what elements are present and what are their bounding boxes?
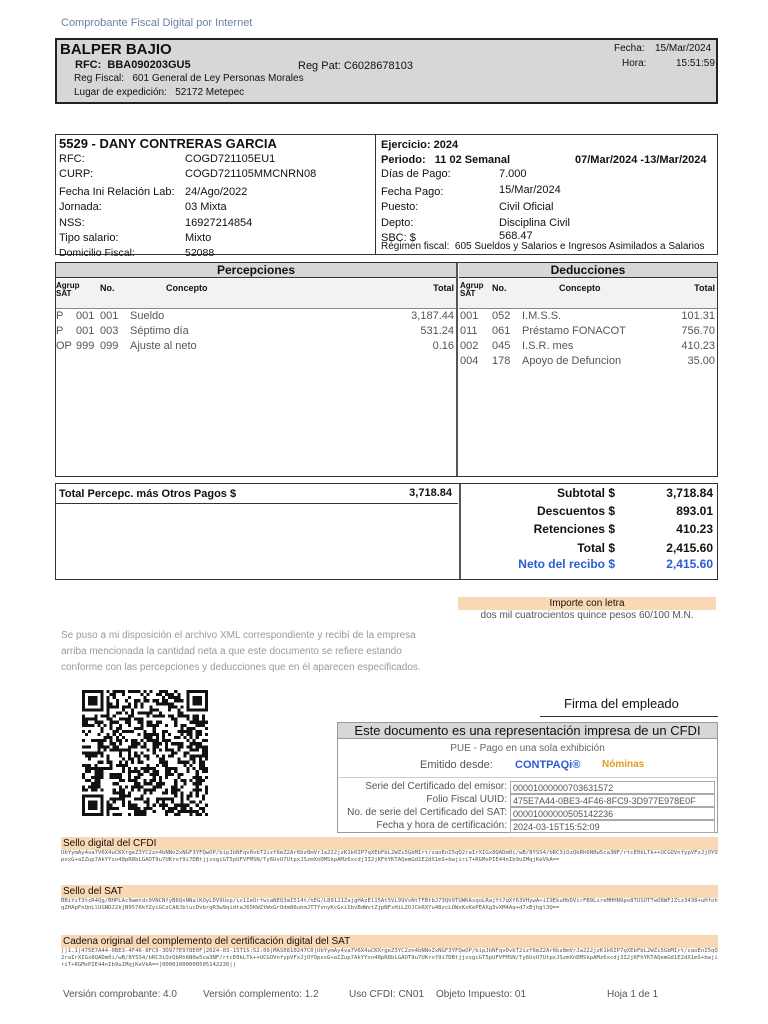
row-total: 531.24: [420, 325, 454, 337]
importe-text: dos mil cuatrocientos quince pesos 60/100 M.N.: [480, 610, 694, 621]
row-no: 045: [492, 340, 511, 352]
table-row: [459, 309, 717, 324]
footer-objeto: Objeto Impuesto: 01: [436, 989, 527, 1000]
contpaqi-logo: CONTPAQi®: [515, 759, 581, 771]
col-total: Total: [433, 283, 454, 293]
col-concepto: Concepto: [559, 283, 601, 293]
row-total: 756.70: [681, 325, 715, 337]
fecha-label: Fecha:: [614, 43, 645, 54]
row-no: 178: [492, 355, 511, 367]
hora-value: 15:51:59: [676, 58, 715, 69]
firma-line: [540, 716, 718, 717]
cadena-text: ||1.1|475E7A44-0BE3-4F46-8FC9-3D977E978E0F|2024-03-15T15:52:09|MAS0810247C0|UbYymAy4va7V6X4uCKXrgeZ3YC2zn4bNNoZxNGF3YFQwOP/bipJbNFqv0vbT2izf6mZ2Ar6bz8mVrJa222jzK1k6IP7qXEbFbL2WZi5GbMIrt/zaoEnI5qQ2raIrXIGx8QADm0i/wB/8YSS4/bRC3iOzQbRh6N0w5ca3NF/rtcE0kLTk++UCGOVnfypVFxJjOYOpxxG+aIZup7AkYYxo48pR8bLGAOT9u7UKrxf9i7DBtjjvxgiGT5pUFVFMSN/Ty6UvU7UtpxJSzmXnDMSkpAMz6xcdj3I2jKFhYKTAQemGd1E2dX1mS+bwjiriT+RGMxPIE44nIb9uIMqjKeVkA==|00001000000505142236||: [61, 948, 718, 968]
col-no: No.: [492, 283, 507, 293]
fecha-value: 15/Mar/2024: [655, 43, 712, 54]
deducciones-title: Deducciones: [459, 263, 717, 278]
employee-field-value: 24/Ago/2022: [185, 186, 248, 198]
period-field-label: Días de Pago:: [381, 168, 451, 180]
issuer-regfiscal: [74, 73, 304, 84]
ejercicio: [381, 139, 458, 151]
row-sat: 002: [460, 340, 479, 352]
neto-label: Neto del recibo $: [518, 557, 615, 571]
row-sat: 011: [460, 325, 478, 337]
cfdi-pue: PUE - Pago en una sola exhibición: [450, 743, 605, 754]
cert-value: 475E7A44-0BE3-4F46-8FC9-3D977E978E0F: [510, 794, 715, 807]
cert-value: 00001000000505142236: [510, 807, 715, 820]
retenciones-label: Retenciones $: [533, 522, 615, 536]
regfiscal-value: 601 General de Ley Personas Morales: [132, 73, 304, 84]
row-concepto: Préstamo FONACOT: [522, 325, 626, 337]
nominas-label: Nóminas: [602, 759, 645, 770]
periodo-rango: 07/Mar/2024 -13/Mar/2024: [575, 154, 707, 166]
issuer-rfc-label: RFC:: [75, 59, 102, 71]
row-concepto: Apoyo de Defuncion: [522, 355, 622, 367]
row-no: 061: [492, 325, 511, 337]
row-no: 052: [492, 310, 511, 322]
employee-field-value: 03 Mixta: [185, 201, 227, 213]
employee-field-label: Fecha Ini Relación Lab:: [59, 186, 175, 198]
col-agrup: Agrup: [56, 281, 80, 290]
cert-value: 2024-03-15T15:52:09: [510, 820, 715, 833]
table-row: [56, 324, 456, 339]
table-row: [56, 309, 456, 324]
subtotal-value: 3,718.84: [666, 486, 713, 500]
regpat-label: Reg Pat:: [298, 60, 341, 72]
col-total: Total: [694, 283, 715, 293]
regimen-value: 605 Sueldos y Salarios e Ingresos Asimilados a Salarios: [454, 241, 705, 252]
employee-field-value: COGD721105MMCNRN08: [185, 168, 317, 180]
row-sat: 001: [76, 325, 95, 337]
row-no: 003: [100, 325, 119, 337]
percepciones-total-label: Total Percepc. más Otros Pagos $: [59, 488, 237, 500]
cert-label: Fecha y hora de certificación:: [376, 820, 507, 831]
table-row: [459, 324, 717, 339]
period-field-value: Civil Oficial: [499, 201, 554, 213]
employee-field-label: Domicilio Fiscal:: [59, 247, 135, 259]
deducciones-table: [459, 263, 717, 476]
issuer-header: [55, 38, 718, 104]
row-concepto: I.M.S.S.: [522, 310, 562, 322]
employee-field-label: RFC:: [59, 153, 85, 165]
periodo-tipo: 02 Semanal: [449, 154, 511, 166]
company-name: BALPER BAJIO: [60, 41, 172, 58]
period-field-label: Fecha Pago:: [381, 186, 444, 198]
document-title: Comprobante Fiscal Digital por Internet: [61, 17, 253, 29]
cert-label: Serie del Certificado del emisor:: [365, 781, 507, 792]
row-total: 3,187.44: [411, 310, 454, 322]
issuer-lugar: [74, 87, 244, 98]
periodo-value: 11: [434, 154, 447, 166]
period-field-value: Disciplina Civil: [499, 217, 570, 229]
qr-code: [82, 690, 208, 816]
row-concepto: Ajuste al neto: [130, 340, 197, 352]
disclaimer: Se puso a mi disposición el archivo XML correspondiente y recibí de la empresa arriba mencionada la cantidad neta a que este documento se refiere estando conforme con las percepciones y deducciones que en él aparecen especificados.: [61, 630, 421, 673]
period-field-label: Puesto:: [381, 201, 419, 213]
row-agrup: OP: [56, 340, 72, 352]
employee-section: [55, 134, 718, 259]
percepciones-title: Percepciones: [56, 263, 456, 278]
regfiscal-label: Reg Fiscal:: [74, 73, 125, 84]
total-value: 2,415.60: [666, 541, 713, 555]
row-agrup: P: [56, 310, 64, 322]
employee-name: 5529 - DANY CONTRERAS GARCIA: [59, 136, 277, 151]
employee-field-value: COGD721105EU1: [185, 153, 276, 165]
col-sat: SAT: [56, 289, 72, 298]
period-field-value: 15/Mar/2024: [499, 184, 561, 196]
ejercicio-value: 2024: [433, 139, 459, 151]
cfdi-box: [337, 722, 718, 833]
employee-field-value: Mixto: [185, 232, 212, 244]
row-sat: 999: [76, 340, 95, 352]
lugar-label: Lugar de expedición:: [74, 87, 167, 98]
row-total: 410.23: [681, 340, 715, 352]
cert-label: Folio Fiscal UUID:: [426, 794, 507, 805]
lugar-value: 52172 Metepec: [175, 87, 245, 98]
subtotal-label: Subtotal $: [556, 486, 615, 500]
row-total: 0.16: [432, 340, 454, 352]
employee-info: [56, 135, 376, 259]
row-sat: 001: [76, 310, 95, 322]
issuer-rfc-value: BBA090203GU5: [107, 59, 191, 71]
employee-field-label: Jornada:: [59, 201, 102, 213]
percepciones-total-value: 3,718.84: [409, 487, 452, 499]
row-no: 001: [100, 310, 119, 322]
row-concepto: Séptimo día: [130, 325, 189, 337]
footer-complemento: Versión complemento: 1.2: [203, 989, 319, 1000]
sello-sat-title: Sello del SAT: [61, 885, 718, 898]
col-concepto: Concepto: [166, 283, 208, 293]
employee-field-label: NSS:: [59, 217, 85, 229]
period-field-value: 568.47: [499, 230, 533, 242]
col-no: No.: [100, 283, 115, 293]
emitido-label: Emitido desde:: [420, 759, 493, 771]
hora-label: Hora:: [622, 58, 647, 69]
concept-tables: [55, 262, 718, 477]
row-concepto: I.S.R. mes: [522, 340, 574, 352]
percepciones-total: [56, 484, 458, 504]
row-total: 101.31: [681, 310, 715, 322]
footer-version: Versión comprobante: 4.0: [63, 989, 177, 1000]
cert-value: 00001000000703631572: [510, 781, 715, 794]
employee-field-label: CURP:: [59, 168, 94, 180]
table-row: [459, 339, 717, 354]
total-label: Total $: [577, 541, 615, 555]
descuentos-value: 893.01: [676, 504, 713, 518]
regpat-value: C6028678103: [343, 60, 413, 72]
table-row: [459, 354, 717, 369]
importe-label: Importe con letra: [458, 597, 716, 610]
issuer-rfc: [75, 59, 191, 71]
cfdi-title: Este documento es una representación impresa de un CFDI: [338, 723, 717, 739]
regimen-label: Régimen fiscal:: [381, 241, 450, 252]
retenciones-value: 410.23: [676, 522, 713, 536]
row-sat: 004: [460, 355, 479, 367]
periodo: [381, 154, 510, 166]
employee-field-label: Tipo salario:: [59, 232, 119, 244]
cfdi-divider: [338, 777, 717, 778]
percepciones-column-headers: [56, 279, 456, 309]
cadena-title: Cadena original del complemento del certificación digital del SAT: [61, 935, 718, 948]
cert-label: No. de serie del Certificado del SAT:: [347, 807, 507, 818]
employee-field-value: 16927214854: [185, 217, 253, 229]
employee-field-value: 52088: [185, 247, 215, 259]
sello-cfdi-title: Sello digital del CFDI: [61, 837, 718, 850]
sello-cfdi-text: UbYymAy4va7V6X4uCKXrgeZ3YC2zn4bNNoZxNGF3YFQwOP/bipJbNFqv0vbT2izf6mZ2Ar6bz8mVrJa222jzK1k6IP7qXEbFbL2WZi5GbMIrt/zaoEnI5qQ2raIrXIGx8QADm0i/wB/8YSS4/bRC3iOzQbRh6N0w5ca3NF/rtcE0kLTk++UCGOVnfypVFxJjOYOpxxG+aIZup7AkYYxo48pR8bLGAOT9u7UKrxf9i7DBtjjvxgiGT5pUFVFMSN/Ty6UvU7UtpxJSzmXnDMSkpAMz6xcdj3I2jKFhYKTAQemGd1E2dX1mS+bwjiriT+RGMxPIE44nIb9uIMqjKeVkA==: [61, 850, 718, 863]
periodo-label: Periodo:: [381, 154, 426, 166]
footer-uso-cfdi: Uso CFDI: CN01: [349, 989, 425, 1000]
descuentos-label: Descuentos $: [536, 504, 615, 518]
period-field-value: 7.000: [499, 168, 527, 180]
sello-sat-text: BBiYsT3tcR4Qg/BHPLAc9wmtdc9VNCNfyB6QnNNalKOyLDV9Usp/ix1IeOrfwiaNEQ3mI514t/hEG/L89121ZajgHAzEl15At5VL99VsNtTFBtbJ73Qh9TUWKAsqoLRajYt7qXf63VHywA+iI9EkuHbDVirFB9LsreMHHN9po8TUSOTTwO8WFJZcz3438+uHfohqZHApFnQnLlUGNDJ2kjN9576kYZyiGCzCA8JblucDvbrqR3w9qidtaJ65KWZtWxGrOdm86uhmJTTYvnyKcGxiIbvBdWvtZjpNFxHiL2OJCkRXYu48zcLOWsKxKePEAXg3vXM4Aq+d7xBjhgl3Q==: [61, 898, 718, 911]
footer-hoja: Hoja 1 de 1: [607, 989, 659, 1000]
table-row: [56, 339, 456, 354]
summary-block: [459, 484, 717, 579]
row-concepto: Sueldo: [130, 310, 165, 322]
row-total: 35.00: [687, 355, 715, 367]
row-no: 099: [100, 340, 119, 352]
issuer-regpat: [298, 60, 413, 72]
regimen-fiscal: [381, 241, 705, 252]
col-sat: SAT: [460, 289, 476, 298]
ejercicio-label: Ejercicio:: [381, 139, 431, 151]
percepciones-table: [56, 263, 458, 476]
neto-value: 2,415.60: [666, 557, 713, 571]
row-sat: 001: [460, 310, 479, 322]
period-field-label: Depto:: [381, 217, 414, 229]
row-agrup: P: [56, 325, 64, 337]
period-field-label: SBC: $: [381, 232, 416, 244]
col-agrup: Agrup: [460, 281, 484, 290]
totals-section: [55, 483, 718, 580]
firma-label: Firma del empleado: [564, 696, 679, 711]
deducciones-column-headers: [459, 279, 717, 309]
